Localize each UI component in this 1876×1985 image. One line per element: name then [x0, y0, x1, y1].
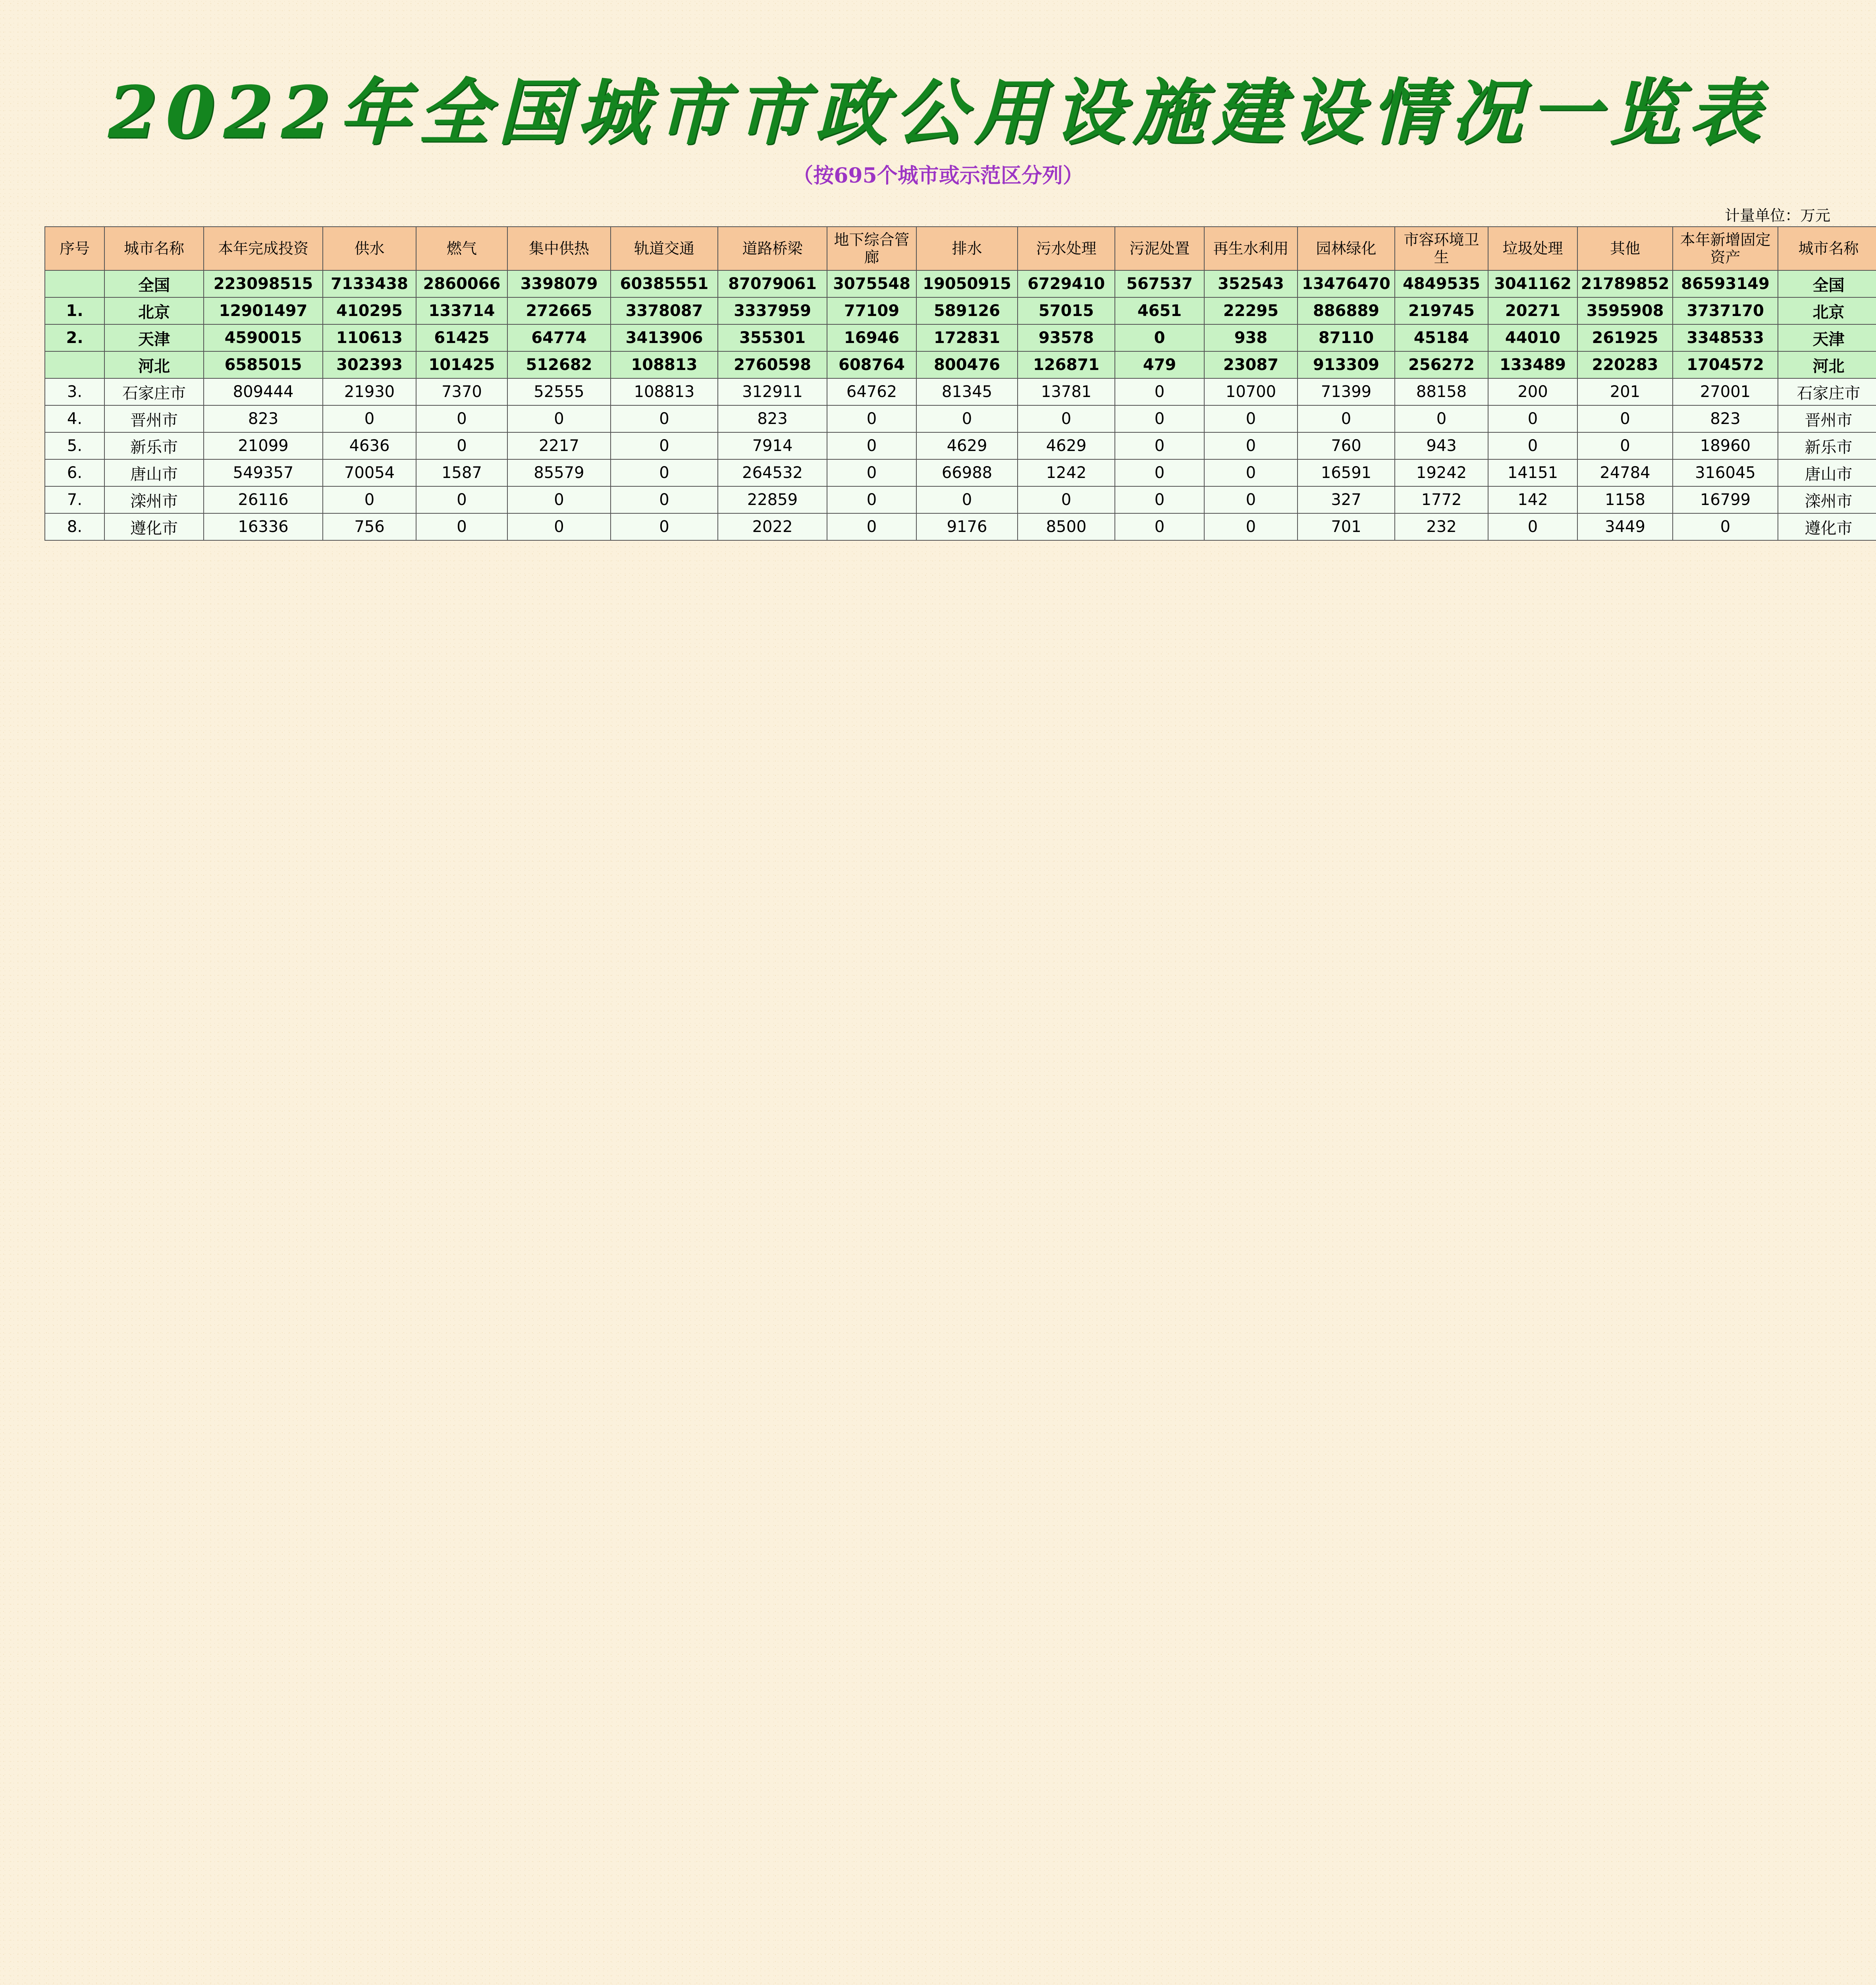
- value-cell: 756: [323, 513, 416, 540]
- value-cell: 2217: [507, 432, 611, 459]
- value-cell: 479: [1115, 351, 1204, 378]
- value-cell: 0: [1204, 432, 1298, 459]
- data-table: [44, 226, 1876, 541]
- value-cell: 21930: [323, 378, 416, 405]
- value-cell: 4651: [1115, 297, 1204, 324]
- value-cell: 64774: [507, 324, 611, 351]
- value-cell: 0: [611, 486, 718, 513]
- city-name-cell: 新乐市: [1778, 432, 1876, 459]
- value-cell: 0: [1115, 513, 1204, 540]
- header-cell: 其他: [1577, 227, 1673, 270]
- value-cell: 44010: [1488, 324, 1577, 351]
- value-cell: 302393: [323, 351, 416, 378]
- value-cell: 0: [1018, 486, 1115, 513]
- value-cell: 101425: [416, 351, 507, 378]
- value-cell: 3398079: [507, 270, 611, 297]
- value-cell: 16799: [1673, 486, 1778, 513]
- row-number-cell: 4.: [45, 405, 104, 432]
- value-cell: 12901497: [204, 297, 323, 324]
- table-row: [45, 324, 1876, 351]
- header-cell: 供水: [323, 227, 416, 270]
- value-cell: 86593149: [1673, 270, 1778, 297]
- value-cell: 0: [611, 432, 718, 459]
- value-cell: 2022: [718, 513, 827, 540]
- value-cell: 3449: [1577, 513, 1673, 540]
- header-cell: 再生水利用: [1204, 227, 1298, 270]
- value-cell: 0: [1204, 513, 1298, 540]
- value-cell: 0: [1673, 513, 1778, 540]
- table-row: [45, 513, 1876, 540]
- city-name-cell: 遵化市: [104, 513, 204, 540]
- value-cell: 4629: [916, 432, 1018, 459]
- value-cell: 760: [1298, 432, 1395, 459]
- value-cell: 88158: [1395, 378, 1488, 405]
- value-cell: 0: [1115, 324, 1204, 351]
- value-cell: 45184: [1395, 324, 1488, 351]
- header-cell: 园林绿化: [1298, 227, 1395, 270]
- value-cell: 0: [827, 486, 916, 513]
- value-cell: 108813: [611, 351, 718, 378]
- value-cell: 938: [1204, 324, 1298, 351]
- value-cell: 9176: [916, 513, 1018, 540]
- value-cell: 200: [1488, 378, 1577, 405]
- value-cell: 223098515: [204, 270, 323, 297]
- value-cell: 4590015: [204, 324, 323, 351]
- value-cell: 64762: [827, 378, 916, 405]
- header-cell: 本年完成投资: [204, 227, 323, 270]
- value-cell: 0: [1204, 459, 1298, 486]
- city-name-cell: 滦州市: [1778, 486, 1876, 513]
- city-name-cell: 滦州市: [104, 486, 204, 513]
- value-cell: 108813: [611, 378, 718, 405]
- value-cell: 256272: [1395, 351, 1488, 378]
- value-cell: 66988: [916, 459, 1018, 486]
- value-cell: 133714: [416, 297, 507, 324]
- value-cell: 3075548: [827, 270, 916, 297]
- value-cell: 21789852: [1577, 270, 1673, 297]
- header-cell: 道路桥梁: [718, 227, 827, 270]
- value-cell: 220283: [1577, 351, 1673, 378]
- row-number-cell: 8.: [45, 513, 104, 540]
- value-cell: 312911: [718, 378, 827, 405]
- value-cell: 823: [204, 405, 323, 432]
- value-cell: 886889: [1298, 297, 1395, 324]
- value-cell: 87110: [1298, 324, 1395, 351]
- value-cell: 27001: [1673, 378, 1778, 405]
- value-cell: 913309: [1298, 351, 1395, 378]
- row-number-cell: 5.: [45, 432, 104, 459]
- value-cell: 0: [507, 405, 611, 432]
- row-number-cell: 7.: [45, 486, 104, 513]
- header-cell: 集中供热: [507, 227, 611, 270]
- value-cell: 0: [416, 432, 507, 459]
- row-number-cell: 1.: [45, 297, 104, 324]
- city-name-cell: 天津: [1778, 324, 1876, 351]
- value-cell: 4849535: [1395, 270, 1488, 297]
- value-cell: 4629: [1018, 432, 1115, 459]
- value-cell: 3041162: [1488, 270, 1577, 297]
- value-cell: 26116: [204, 486, 323, 513]
- row-number-cell: [45, 351, 104, 378]
- city-name-cell: 河北: [1778, 351, 1876, 378]
- value-cell: 3595908: [1577, 297, 1673, 324]
- value-cell: 20271: [1488, 297, 1577, 324]
- value-cell: 823: [718, 405, 827, 432]
- value-cell: 0: [416, 513, 507, 540]
- city-name-cell: 天津: [104, 324, 204, 351]
- header-cell: 垃圾处理: [1488, 227, 1577, 270]
- table-body: [45, 270, 1876, 540]
- value-cell: 3337959: [718, 297, 827, 324]
- city-name-cell: 河北: [104, 351, 204, 378]
- city-name-cell: 北京: [104, 297, 204, 324]
- value-cell: 0: [1115, 459, 1204, 486]
- table-row: [45, 459, 1876, 486]
- value-cell: 16336: [204, 513, 323, 540]
- value-cell: 0: [916, 486, 1018, 513]
- row-number-cell: 2.: [45, 324, 104, 351]
- city-name-cell: 全国: [104, 270, 204, 297]
- header-cell: 地下综合管廊: [827, 227, 916, 270]
- value-cell: 13476470: [1298, 270, 1395, 297]
- value-cell: 142: [1488, 486, 1577, 513]
- value-cell: 7133438: [323, 270, 416, 297]
- value-cell: 60385551: [611, 270, 718, 297]
- value-cell: 0: [1488, 432, 1577, 459]
- value-cell: 352543: [1204, 270, 1298, 297]
- value-cell: 0: [323, 486, 416, 513]
- value-cell: 0: [1018, 405, 1115, 432]
- value-cell: 71399: [1298, 378, 1395, 405]
- value-cell: 1772: [1395, 486, 1488, 513]
- value-cell: 19242: [1395, 459, 1488, 486]
- header-cell: 燃气: [416, 227, 507, 270]
- value-cell: 264532: [718, 459, 827, 486]
- value-cell: 201: [1577, 378, 1673, 405]
- value-cell: 81345: [916, 378, 1018, 405]
- value-cell: 219745: [1395, 297, 1488, 324]
- value-cell: 1587: [416, 459, 507, 486]
- value-cell: 3737170: [1673, 297, 1778, 324]
- value-cell: 701: [1298, 513, 1395, 540]
- city-name-cell: 石家庄市: [1778, 378, 1876, 405]
- value-cell: 0: [1395, 405, 1488, 432]
- value-cell: 13781: [1018, 378, 1115, 405]
- value-cell: 85579: [507, 459, 611, 486]
- value-cell: 3348533: [1673, 324, 1778, 351]
- value-cell: 0: [827, 432, 916, 459]
- value-cell: 0: [611, 513, 718, 540]
- value-cell: 8500: [1018, 513, 1115, 540]
- value-cell: 16946: [827, 324, 916, 351]
- header-cell: 污泥处置: [1115, 227, 1204, 270]
- value-cell: 126871: [1018, 351, 1115, 378]
- value-cell: 1158: [1577, 486, 1673, 513]
- value-cell: 52555: [507, 378, 611, 405]
- value-cell: 0: [1488, 513, 1577, 540]
- value-cell: 0: [416, 486, 507, 513]
- value-cell: 93578: [1018, 324, 1115, 351]
- value-cell: 0: [507, 513, 611, 540]
- value-cell: 943: [1395, 432, 1488, 459]
- value-cell: 0: [1488, 405, 1577, 432]
- value-cell: 316045: [1673, 459, 1778, 486]
- value-cell: 327: [1298, 486, 1395, 513]
- value-cell: 0: [416, 405, 507, 432]
- city-name-cell: 北京: [1778, 297, 1876, 324]
- value-cell: 0: [1298, 405, 1395, 432]
- value-cell: 21099: [204, 432, 323, 459]
- header-row: [45, 227, 1876, 270]
- page-title: 2022年全国城市市政公用设施建设情况一览表: [108, 71, 1768, 154]
- value-cell: 0: [323, 405, 416, 432]
- value-cell: 232: [1395, 513, 1488, 540]
- value-cell: 272665: [507, 297, 611, 324]
- header-cell: 城市名称: [104, 227, 204, 270]
- city-name-cell: 石家庄市: [104, 378, 204, 405]
- table-row: [45, 378, 1876, 405]
- value-cell: 261925: [1577, 324, 1673, 351]
- value-cell: 355301: [718, 324, 827, 351]
- value-cell: 7370: [416, 378, 507, 405]
- value-cell: 70054: [323, 459, 416, 486]
- value-cell: 0: [1577, 432, 1673, 459]
- value-cell: 110613: [323, 324, 416, 351]
- value-cell: 3413906: [611, 324, 718, 351]
- value-cell: 6585015: [204, 351, 323, 378]
- city-name-cell: 新乐市: [104, 432, 204, 459]
- value-cell: 22859: [718, 486, 827, 513]
- value-cell: 10700: [1204, 378, 1298, 405]
- value-cell: 61425: [416, 324, 507, 351]
- table-row: [45, 405, 1876, 432]
- value-cell: 16591: [1298, 459, 1395, 486]
- value-cell: 0: [507, 486, 611, 513]
- value-cell: 589126: [916, 297, 1018, 324]
- value-cell: 87079061: [718, 270, 827, 297]
- value-cell: 18960: [1673, 432, 1778, 459]
- value-cell: 57015: [1018, 297, 1115, 324]
- city-name-cell: 全国: [1778, 270, 1876, 297]
- row-number-cell: 3.: [45, 378, 104, 405]
- row-number-cell: 6.: [45, 459, 104, 486]
- header-cell: 轨道交通: [611, 227, 718, 270]
- value-cell: 4636: [323, 432, 416, 459]
- header-cell: 排水: [916, 227, 1018, 270]
- value-cell: 0: [827, 513, 916, 540]
- header-cell: 城市名称: [1778, 227, 1876, 270]
- city-name-cell: 晋州市: [104, 405, 204, 432]
- city-name-cell: 唐山市: [1778, 459, 1876, 486]
- value-cell: 7914: [718, 432, 827, 459]
- value-cell: 77109: [827, 297, 916, 324]
- table-row: [45, 270, 1876, 297]
- city-name-cell: 晋州市: [1778, 405, 1876, 432]
- value-cell: 172831: [916, 324, 1018, 351]
- value-cell: 3378087: [611, 297, 718, 324]
- table-row: [45, 432, 1876, 459]
- unit-note: 计量单位：万元: [1724, 207, 1830, 224]
- value-cell: 0: [1115, 378, 1204, 405]
- value-cell: 410295: [323, 297, 416, 324]
- page-subtitle: （按695个城市或示范区分列）: [792, 164, 1084, 188]
- value-cell: 0: [1115, 432, 1204, 459]
- value-cell: 0: [1204, 405, 1298, 432]
- value-cell: 0: [827, 405, 916, 432]
- value-cell: 0: [611, 405, 718, 432]
- city-name-cell: 遵化市: [1778, 513, 1876, 540]
- header-cell: 污水处理: [1018, 227, 1115, 270]
- value-cell: 2860066: [416, 270, 507, 297]
- table-row: [45, 351, 1876, 378]
- value-cell: 823: [1673, 405, 1778, 432]
- value-cell: 2760598: [718, 351, 827, 378]
- value-cell: 512682: [507, 351, 611, 378]
- city-name-cell: 唐山市: [104, 459, 204, 486]
- value-cell: 1704572: [1673, 351, 1778, 378]
- header-cell: 市容环境卫生: [1395, 227, 1488, 270]
- value-cell: 0: [1204, 486, 1298, 513]
- value-cell: 133489: [1488, 351, 1577, 378]
- value-cell: 0: [1115, 486, 1204, 513]
- value-cell: 24784: [1577, 459, 1673, 486]
- value-cell: 14151: [1488, 459, 1577, 486]
- value-cell: 0: [611, 459, 718, 486]
- value-cell: 0: [1115, 405, 1204, 432]
- value-cell: 567537: [1115, 270, 1204, 297]
- value-cell: 19050915: [916, 270, 1018, 297]
- value-cell: 549357: [204, 459, 323, 486]
- value-cell: 22295: [1204, 297, 1298, 324]
- header-cell: 本年新增固定资产: [1673, 227, 1778, 270]
- value-cell: 809444: [204, 378, 323, 405]
- value-cell: 0: [1577, 405, 1673, 432]
- table-row: [45, 297, 1876, 324]
- value-cell: 0: [827, 459, 916, 486]
- row-number-cell: [45, 270, 104, 297]
- value-cell: 0: [916, 405, 1018, 432]
- header-cell: 序号: [45, 227, 104, 270]
- value-cell: 800476: [916, 351, 1018, 378]
- value-cell: 6729410: [1018, 270, 1115, 297]
- value-cell: 608764: [827, 351, 916, 378]
- table-row: [45, 486, 1876, 513]
- value-cell: 1242: [1018, 459, 1115, 486]
- value-cell: 23087: [1204, 351, 1298, 378]
